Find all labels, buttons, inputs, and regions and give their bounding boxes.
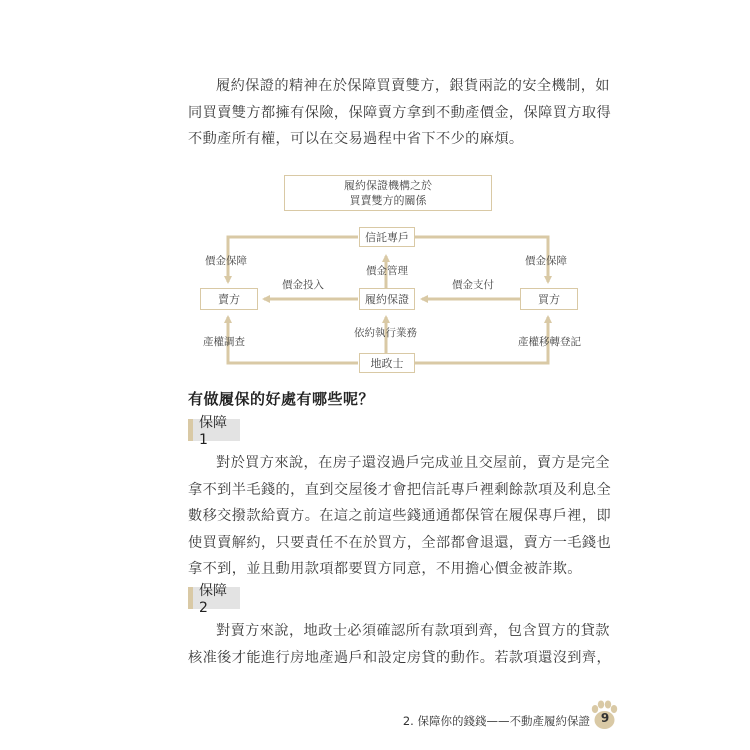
label-title-check: 產權調查 bbox=[203, 336, 245, 348]
node-seller: 賣方 bbox=[200, 288, 258, 310]
node-trust-account: 信託專戶 bbox=[359, 227, 415, 247]
section2-line: 核准後才能進行房地產過戶和設定房貸的動作。若款項還沒到齊， bbox=[188, 649, 612, 666]
section1-line: 使買賣解約，只要責任不在於買方，全部都會退還，賣方一毛錢也 bbox=[188, 534, 612, 551]
label-title-transfer: 產權移轉登記 bbox=[518, 336, 581, 348]
intro-line: 同買賣雙方都擁有保險，保障賣方拿到不動產價金，保障買方取得 bbox=[188, 104, 612, 121]
section1-label: 保障 1 bbox=[188, 419, 240, 441]
section2-line: 對賣方來說，地政士必須確認所有款項到齊，包含買方的貸款 bbox=[216, 623, 610, 639]
node-guarantee: 履約保證 bbox=[359, 288, 415, 310]
intro-line: 履約保證的精神在於保障買賣雙方，銀貨兩訖的安全機制，如 bbox=[216, 78, 610, 94]
section1-line: 對於買方來說，在房子還沒過戶完成並且交屋前，賣方是完全 bbox=[216, 455, 610, 471]
intro-line: 不動產所有權，可以在交易過程中省下不少的麻煩。 bbox=[188, 131, 524, 147]
label-price-protection-left: 價金保障 bbox=[205, 255, 247, 267]
section1-line: 拿不到半毛錢的，直到交屋後才會把信託專戶裡剩餘款項及利息全 bbox=[188, 481, 612, 498]
section1-paragraph bbox=[188, 450, 612, 583]
arrow-scrivener-to-buyer bbox=[228, 317, 358, 363]
label-price-payment: 價金支付 bbox=[452, 279, 494, 291]
label-price-protection-right: 價金保障 bbox=[525, 255, 567, 267]
label-price-deposit: 價金投入 bbox=[282, 279, 324, 291]
page-number: 9 bbox=[600, 711, 610, 725]
section-heading: 有做履保的好處有哪些呢？ bbox=[188, 390, 375, 408]
label-execute-business: 依約執行業務 bbox=[354, 327, 417, 339]
node-buyer: 買方 bbox=[520, 288, 578, 310]
section2-paragraph bbox=[188, 618, 612, 671]
diagram-title-line2: 買賣雙方的關係 bbox=[349, 194, 427, 207]
diagram-title-line1: 履約保證機構之於 bbox=[344, 179, 432, 192]
section1-line: 拿不到，並且動用款項都要買方同意，不用擔心價金被詐欺。 bbox=[188, 561, 582, 577]
arrow-trust-to-buyer bbox=[228, 237, 358, 282]
footer-chapter: 2. 保障你的錢錢——不動產履約保證 bbox=[402, 714, 590, 728]
label-price-management: 價金管理 bbox=[366, 265, 408, 277]
node-scrivener: 地政士 bbox=[359, 353, 415, 373]
section1-line: 數移交撥款給賣方。在這之前這些錢通通都保管在履保專戶裡，即 bbox=[188, 508, 612, 524]
section2-label: 保障 2 bbox=[188, 587, 240, 609]
diagram-title-box bbox=[284, 175, 492, 211]
